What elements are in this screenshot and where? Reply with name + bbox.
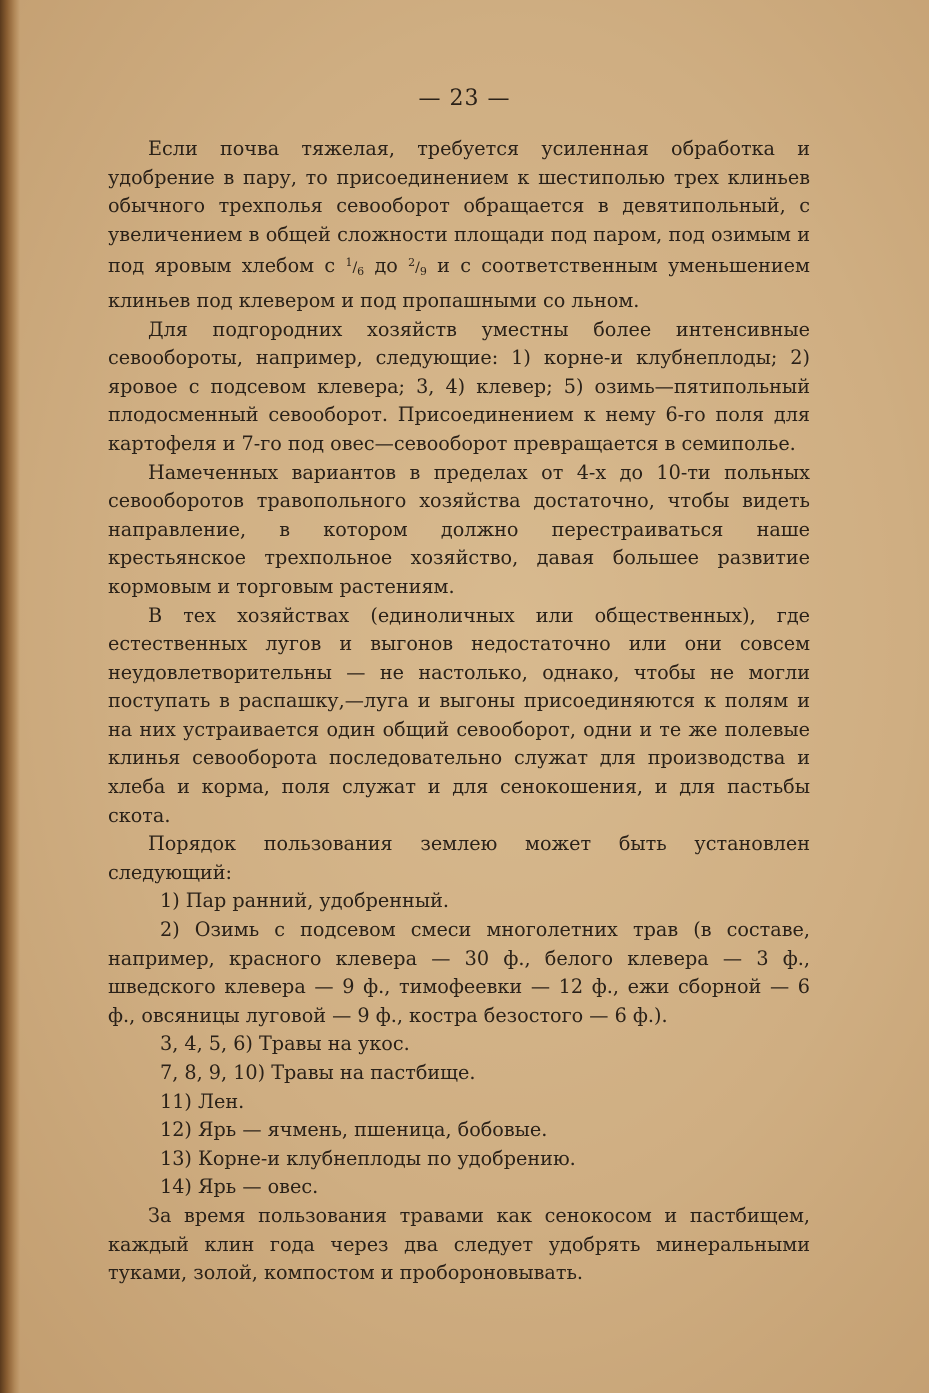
book-binding-edge xyxy=(0,0,20,1393)
paragraph-fertilizing: За время пользования травами как сенокосом и пастбищем, каждый клин года через два следует удобрять минеральными туками, золой, компостом и пробороновывать. xyxy=(108,1203,810,1285)
list-item: 14) Ярь — овес. xyxy=(160,1175,319,1199)
paragraph-text: и с соответственным уменьшением клиньев под клевером и под пропашными со льном. xyxy=(108,254,810,312)
list-item: 2) Озимь с подсевом смеси многолетних трав (в составе, например, красного клевера — 30 ф., белого клевера — 3 ф., шведского клевера — 9 ф., тимофеевки — 12 ф., ежи сборной — 6 ф., овсяницы луговой — 9 ф., костра безостого — 6 ф.). xyxy=(108,918,810,1027)
paragraph-land-use-order: Порядок пользования землею может быть установлен следующий: xyxy=(108,832,810,884)
page-body xyxy=(108,135,810,1288)
list-item: 1) Пар ранний, удобренный. xyxy=(160,889,450,913)
paragraph-text: Если почва тяжелая, требуется усиленная обработка и удобрение в пару, то присоединением к шестиполью трех клиньев обычного трехполья севооборот обращается в девятипольный, с увеличением в общей сложности площади под паром, под озимым и под яровым хлебом с xyxy=(108,137,810,278)
fraction-denominator: 6 xyxy=(357,265,365,279)
fraction-two-ninths: $^2/_9$ xyxy=(408,256,427,279)
paragraph-meadows-pastures: В тех хозяйствах (единоличных или общественных), где естественных лугов и выгонов недостаточно или они совсем неудовлетворительны — не настолько, однако, чтобы не могли поступать в распашку,—луга и выгоны присоединяются к полям и на них устраивается один общий севооборот, одни и те же полевые клинья севооборота последовательно служат для производства и хлеба и корма, поля служат и для сенокошения, и для пастьбы скота. xyxy=(108,603,810,827)
fraction-numerator: 1 xyxy=(345,256,353,270)
list-item: 11) Лен. xyxy=(160,1089,245,1113)
paragraph-text: до xyxy=(364,254,409,278)
paragraph-rotation-variants: Намеченных вариантов в пределах от 4-х до 10-ти польных севооборотов травопольного хозяйства достаточно, чтобы видеть направление, в котором должно перестраиваться наше крестьянское трехпольное хозяйство, давая большее развитие кормовым и торговым растениям. xyxy=(108,460,810,598)
paragraph-suburban-rotation: Для подгородних хозяйств уместны более интенсивные севообороты, например, следующие: 1) корне-и клубнеплоды; 2) яровое с подсевом клевера; 3, 4) клевер; 5) озимь—пятипольный плодосменный севооборот. Присоединением к нему 6-го поля для картофеля и 7-го под овес—севооборот превращается в семиполье. xyxy=(108,317,810,455)
fraction-one-sixth: $^1/_6$ xyxy=(345,256,365,279)
list-item: 7, 8, 9, 10) Травы на пастбище. xyxy=(160,1061,476,1084)
page-number: — 23 — xyxy=(418,86,511,111)
fraction-denominator: 9 xyxy=(419,265,427,279)
list-item: 12) Ярь — ячмень, пшеница, бобовые. xyxy=(160,1118,548,1142)
list-item: 13) Корне-и клубнеплоды по удобрению. xyxy=(160,1146,576,1170)
fraction-numerator: 2 xyxy=(408,256,416,270)
paragraph-nine-field-rotation xyxy=(108,135,810,316)
list-item: 3, 4, 5, 6) Травы на укос. xyxy=(160,1032,410,1056)
